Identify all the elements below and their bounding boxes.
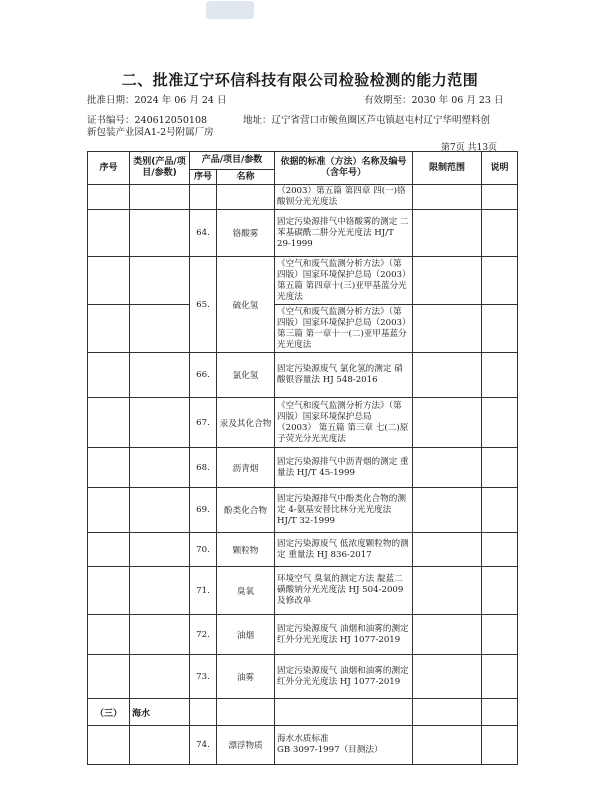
- address-line-1: 地址：辽宁省营口市鲅鱼圈区芦屯镇赵屯村辽宁华明塑料创: [243, 115, 491, 126]
- certificate-number: 证书编号：240612050108: [87, 115, 208, 126]
- item-standard: 固定污染源排气中铬酸雾的测定 二苯基碳酰二肼分光光度法 HJ/T 29-1999: [275, 210, 413, 257]
- table-row: [88, 448, 518, 488]
- item-standard: [275, 726, 413, 765]
- table-row: [88, 185, 518, 210]
- item-number: 65.: [190, 257, 217, 353]
- valid-until: 有效期至：2030 年 06 月 23 日: [364, 95, 504, 106]
- table-row: [88, 533, 518, 567]
- item-number: [190, 185, 217, 210]
- page-number: 第7页 共13页: [441, 143, 498, 153]
- watermark-stamp: [206, 1, 254, 19]
- item-number: 64.: [190, 210, 217, 257]
- item-name: 漂浮物质: [217, 726, 275, 765]
- item-name: 酚类化合物: [217, 488, 275, 533]
- header-name: 名称: [217, 170, 275, 185]
- item-number: 71.: [190, 567, 217, 615]
- table-row: [88, 398, 518, 448]
- item-name: 油烟: [217, 615, 275, 655]
- item-name: 颗粒物: [217, 533, 275, 567]
- item-name: 油雾: [217, 655, 275, 699]
- item-name: [217, 185, 275, 210]
- header-product-group: 产品/项目/参数: [190, 152, 275, 170]
- section-number: （三）: [88, 699, 130, 726]
- approval-date: 批准日期：2024 年 06 月 24 日: [87, 95, 227, 106]
- capability-scope-table: [87, 151, 518, 765]
- item-name: 臭氧: [217, 567, 275, 615]
- table-row: [88, 726, 518, 765]
- header-sub-seq: 序号: [190, 170, 217, 185]
- header-seq: 序号: [88, 152, 130, 185]
- item-standard: 固定污染源废气 低浓度颗粒物的测定 重量法 HJ 836-2017: [275, 533, 413, 567]
- item-name: 硫化氢: [217, 257, 275, 353]
- table-row: [88, 210, 518, 257]
- item-number: 66.: [190, 353, 217, 398]
- item-name: 汞及其化合物: [217, 398, 275, 448]
- header-standard: 依据的标准（方法）名称及编号（含年号）: [275, 152, 413, 185]
- table-row: [88, 353, 518, 398]
- table-row: [88, 305, 518, 353]
- item-name: 铬酸雾: [217, 210, 275, 257]
- item-number: 73.: [190, 655, 217, 699]
- table-row: [88, 567, 518, 615]
- item-standard: （2003）第五篇 第四章 四(一)铬酸钡分光光度法: [275, 185, 413, 210]
- table-row: [88, 655, 518, 699]
- item-number: 68.: [190, 448, 217, 488]
- item-number: 70.: [190, 533, 217, 567]
- item-standard: 固定污染源废气 油烟和油雾的测定 红外分光光度法 HJ 1077-2019: [275, 655, 413, 699]
- section-label: 海水: [130, 699, 190, 726]
- item-standard: 固定污染源排气中沥青烟的测定 重量法 HJ/T 45-1999: [275, 448, 413, 488]
- item-standard: 环境空气 臭氧的测定方法 靛蓝二磺酸钠分光光度法 HJ 504-2009 及修改单: [275, 567, 413, 615]
- table-row: [88, 488, 518, 533]
- item-standard: 固定污染源废气 油烟和油雾的测定 红外分光光度法 HJ 1077-2019: [275, 615, 413, 655]
- item-standard: 《空气和废气监测分析方法》（第四版）国家环境保护总局（2003） 第五篇 第三章 七(二)原子荧光分光光度法: [275, 398, 413, 448]
- header-limit: 限制范围: [413, 152, 482, 185]
- item-standard: 《空气和废气监测分析方法》（第四版）国家环境保护总局（2003）第三篇 第一章十一(二)亚甲基蓝分光光度法: [275, 305, 413, 353]
- item-number: 67.: [190, 398, 217, 448]
- item-number: 74.: [190, 726, 217, 765]
- page-title: 二、批准辽宁环信科技有限公司检验检测的能力范围: [121, 71, 479, 89]
- header-category: 类别(产品/项目/参数): [130, 152, 190, 185]
- item-name: 沥青烟: [217, 448, 275, 488]
- item-standard: 固定污染源废气 氯化氢的测定 硝酸银容量法 HJ 548-2016: [275, 353, 413, 398]
- item-number: 69.: [190, 488, 217, 533]
- table-row: [88, 615, 518, 655]
- item-standard-line: 海水水质标准: [277, 734, 329, 744]
- item-standard: 《空气和废气监测分析方法》（第四版）国家环境保护总局（2003）第五篇 第四章十(三)亚甲基蓝分光光度法: [275, 257, 413, 305]
- item-name: 氯化氢: [217, 353, 275, 398]
- item-standard-line: GB 3097-1997（目测法）: [277, 745, 383, 755]
- item-standard: 固定污染源排气中酚类化合物的测定 4-氨基安替比林分光光度法 HJ/T 32-1999: [275, 488, 413, 533]
- section-row-seawater: [88, 699, 518, 726]
- table-row: [88, 257, 518, 305]
- address-line-2: 新包装产业园A1-2号附属厂房: [87, 127, 214, 138]
- header-note: 说明: [482, 152, 518, 185]
- item-number: 72.: [190, 615, 217, 655]
